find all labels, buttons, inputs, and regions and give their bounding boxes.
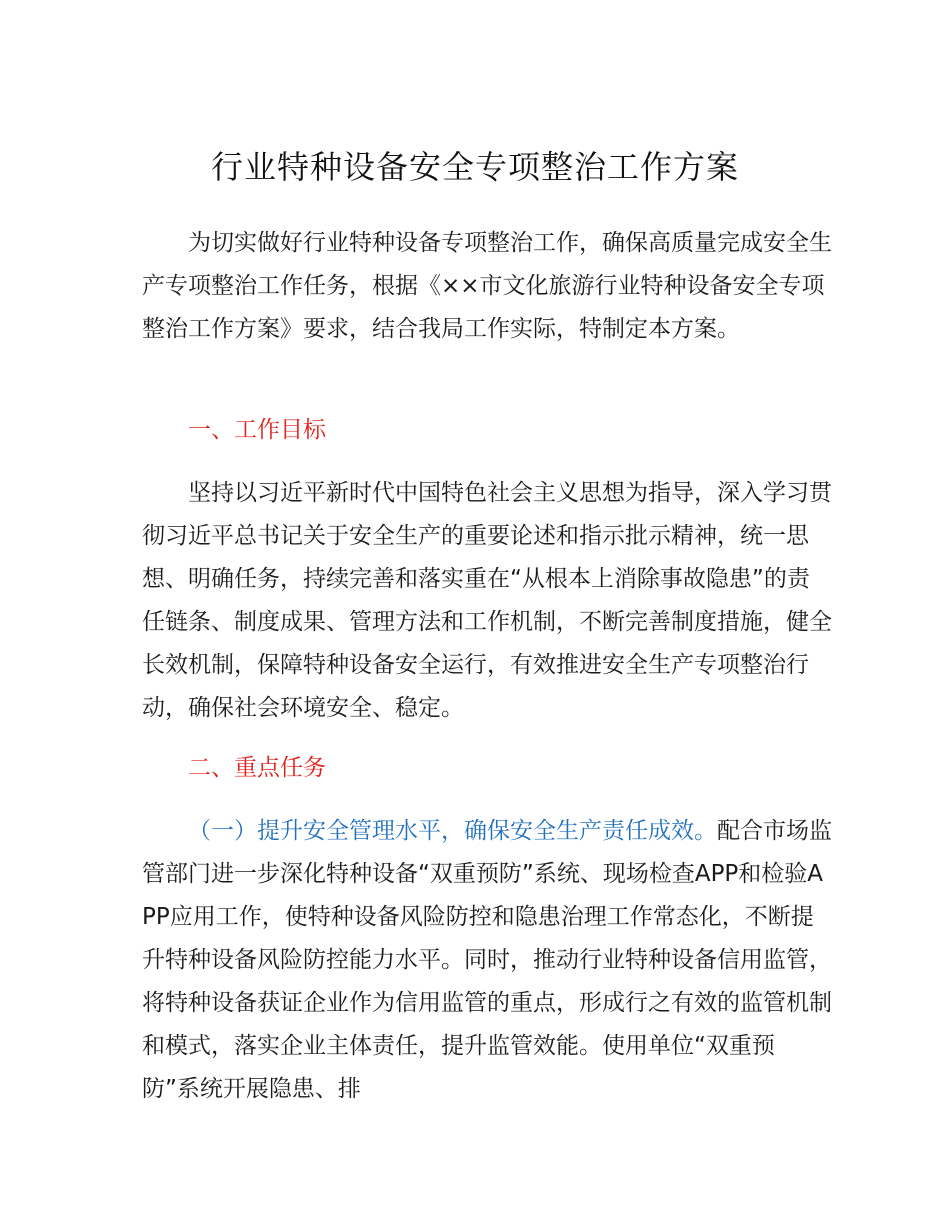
section-heading-goals: 一、工作目标 (188, 417, 326, 443)
key-task-1-body: 配合市场监管部门进一步深化特种设备“双重预防”系统、现场检查APP和检验APP应用工作，使特种设备风险防控和隐患治理工作常态化，不断提升特种设备风险防控能力水平。同时，推动行业特种设备信用监管，将特种设备获证企业作为信用监管的重点，形成行之有效的监管机制和模式，落实企业主体责任，提升监管效能。使用单位“双重预防”系统开展隐患、排 (142, 818, 832, 1102)
subsection-heading-safety-management: （一）提升安全管理水平，确保安全生产责任成效。 (188, 818, 717, 844)
section-heading-key-tasks: 二、重点任务 (188, 755, 326, 781)
intro-paragraph: 为切实做好行业特种设备专项整治工作，确保高质量完成安全生产专项整治工作任务，根据《××市文化旅游行业特种设备安全专项整治工作方案》要求，结合我局工作实际，特制定本方案。 (142, 230, 832, 342)
document-title: 行业特种设备安全专项整治工作方案 (210, 148, 739, 186)
goals-paragraph: 坚持以习近平新时代中国特色社会主义思想为指导，深入学习贯彻习近平总书记关于安全生产的重要论述和指示批示精神，统一思想、明确任务，持续完善和落实重在“从根本上消除事故隐患”的责任链条、制度成果、管理方法和工作机制，不断完善制度措施，健全长效机制，保障特种设备安全运行，有效推进安全生产专项整治行动，确保社会环境安全、稳定。 (142, 480, 832, 721)
key-task-1-paragraph (142, 810, 832, 1111)
